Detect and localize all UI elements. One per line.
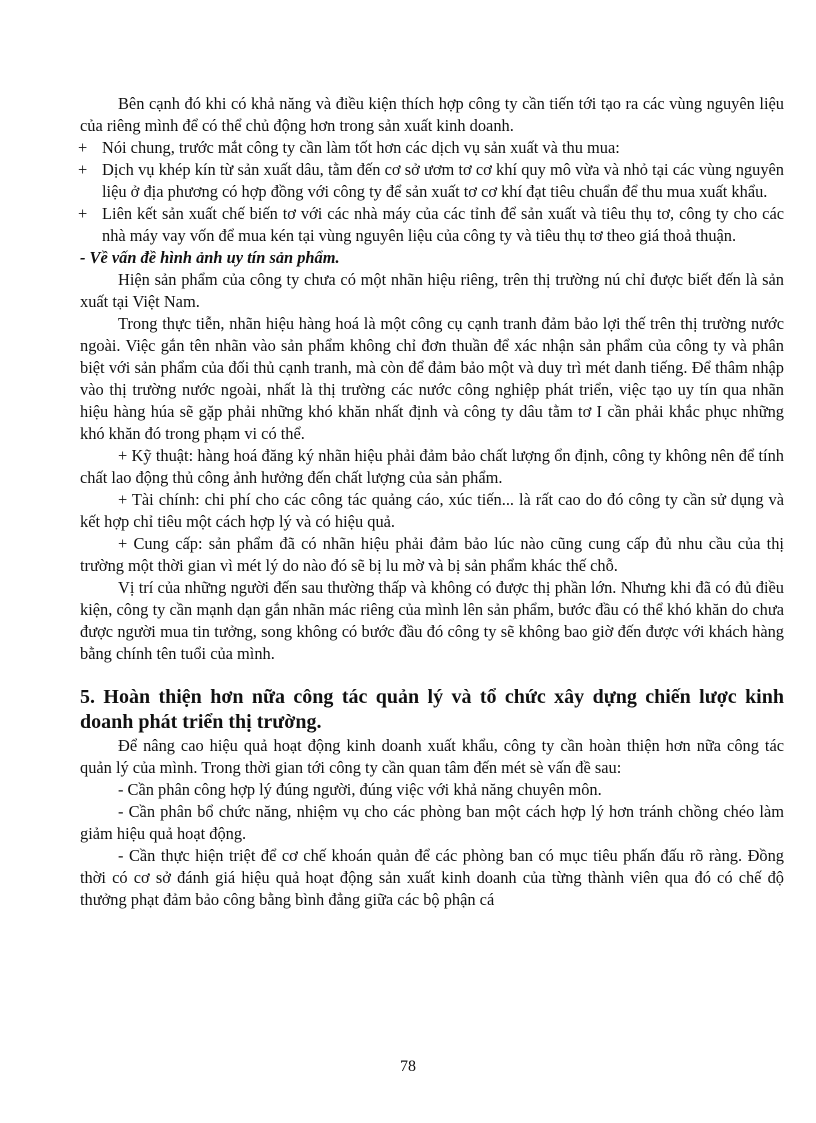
document-page [80,93,784,911]
paragraph-management-intro: Để nâng cao hiệu quả hoạt động kinh doanh xuất khẩu, công ty cần hoàn thiện hơn nữa công tác quản lý của mình. Trong thời gian tới công ty cần quan tâm đến mét sè vấn đề sau: [80,736,784,777]
bullet-text: Liên kết sản xuất chế biến tơ với các nhà máy của các tỉnh để sản xuất và tiêu thụ tơ, công ty cho các nhà máy vay vốn để mua kén tại vùng nguyên liệu của công ty và tiêu thụ tơ theo giá thoả thuận. [102,204,784,245]
bullet-item [80,203,784,247]
paragraph-brand-competition: Trong thực tiễn, nhãn hiệu hàng hoá là một công cụ cạnh tranh đảm bảo lợi thế trên thị trường nước ngoài. Việc gắn tên nhãn vào sản phẩm không chỉ đơn thuần để xác nhận sản phẩm của công ty và phân biệt với sản phẩm của đối thủ cạnh tranh, mà còn để đảm bảo một và duy trì mét danh tiếng. Để thâm nhập vào thị trường nước ngoài, nhất là thị trường các nước công nghiệp phát triển, việc tạo uy tín qua nhãn hiệu hàng húa sẽ gặp phải những khó khăn nhất định và công ty dâu tằm tơ I cần phải khắc phục những khó khăn đó trong phạm vi có thể. [80,314,784,443]
list-item-assignment: - Cần phân công hợp lý đúng người, đúng việc với khả năng chuyên môn. [118,780,602,799]
plus-bullet-icon: + [78,138,88,157]
paragraph-raw-material-areas: Bên cạnh đó khi có khả năng và điều kiện thích hợp công ty cần tiến tới tạo ra các vùng nguyên liệu của riêng mình để có thể chủ động hơn trong sản xuất kinh doanh. [80,94,784,135]
bullet-item [80,159,784,203]
bullet-text: Nói chung, trước mắt công ty cần làm tốt hơn các dịch vụ sản xuất và thu mua: [102,138,620,157]
paragraph-technical: + Kỹ thuật: hàng hoá đăng ký nhãn hiệu phải đảm bảo chất lượng ổn định, công ty không nên để tính chất lao động thủ công ảnh hưởng đến chất lượng của sản phẩm. [80,446,784,487]
paragraph-latecomers: Vị trí của những người đến sau thường thấp và không có được thị phần lớn. Nhưng khi đã có đủ điều kiện, công ty cần mạnh dạn gắn nhãn mác riêng của mình lên sản phẩm, bước đầu có thể khó khăn do chưa được người mua tin tưởng, song không có bước đầu đó công ty sẽ không bao giờ đến được với khách hàng bằng chính tên tuổi của mình. [80,578,784,663]
bullet-item [80,137,784,159]
list-item-allocation: - Cần phân bổ chức năng, nhiệm vụ cho các phòng ban một cách hợp lý hơn tránh chồng chéo làm giảm hiệu quả hoạt động. [80,802,784,843]
paragraph-no-brand: Hiện sản phẩm của công ty chưa có một nhãn hiệu riêng, trên thị trường nú chỉ được biết đến là sản xuất tại Việt Nam. [80,270,784,311]
paragraph-financial: + Tài chính: chi phí cho các công tác quảng cáo, xúc tiến... là rất cao do đó công ty cần sử dụng và kết hợp chỉ tiêu một cách hợp lý và có hiệu quả. [80,490,784,531]
list-item-contract: - Cần thực hiện triệt để cơ chế khoán quản để các phòng ban có mục tiêu phấn đấu rõ ràng. Đồng thời có cơ sở đánh giá hiệu quả hoạt động sản xuất kinh doanh của từng thành viên qua đó có chế độ thưởng phạt đảm bảo công bằng bình đẳng giữa các bộ phận cá [80,846,784,909]
bullet-text: Dịch vụ khép kín từ sản xuất dâu, tằm đến cơ sở ươm tơ cơ khí quy mô vừa và nhỏ tại các vùng nguyên liệu ở địa phương có hợp đồng với công ty để sản xuất tơ cơ khí đạt tiêu chuẩn để thu mua xuất khẩu. [102,160,784,201]
plus-bullet-icon: + [78,160,88,179]
page-number: 78 [400,1058,416,1075]
paragraph-supply: + Cung cấp: sản phẩm đã có nhãn hiệu phải đảm bảo lúc nào cũng cung cấp đủ nhu cầu của thị trường một thời gian vì mét lý do nào đó sẽ bị lu mờ và bị sản phẩm khác thế chỗ. [80,534,784,575]
section-title: 5. Hoàn thiện hơn nữa công tác quản lý và tổ chức xây dựng chiến lược kinh doanh phát triển thị trường. [80,686,784,733]
subheading-brand-image: - Về vấn đề hình ảnh uy tín sản phẩm. [80,248,340,267]
plus-bullet-icon: + [78,204,88,223]
